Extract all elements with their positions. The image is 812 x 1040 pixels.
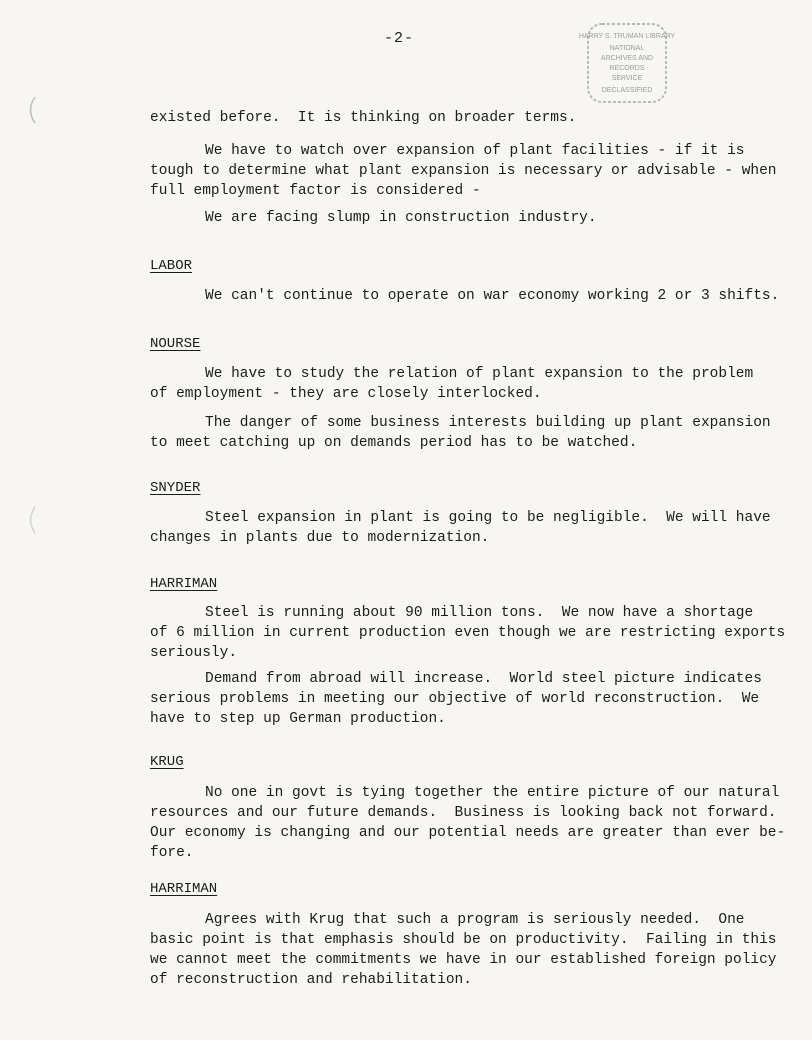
binder-hole-mark xyxy=(24,95,38,125)
paragraph-line: Agrees with Krug that such a program is seriously needed. One xyxy=(205,912,745,928)
paragraph-line: We can't continue to operate on war economy working 2 or 3 shifts. xyxy=(205,288,780,304)
stamp-line: DECLASSIFIED xyxy=(601,87,653,94)
paragraph-line: tough to determine what plant expansion is necessary or advisable - when xyxy=(150,163,777,179)
speaker-heading: HARRIMAN xyxy=(150,881,218,897)
paragraph-line: Steel is running about 90 million tons. We now have a shortage xyxy=(205,605,754,621)
paragraph-line: No one in govt is tying together the entire picture of our natural xyxy=(205,785,780,801)
binder-hole-mark xyxy=(24,505,38,535)
archive-stamp xyxy=(578,20,676,106)
paragraph-line: seriously. xyxy=(150,645,238,661)
paragraph xyxy=(150,286,779,306)
paragraph xyxy=(150,413,771,453)
paragraph-line: basic point is that emphasis should be on productivity. Failing in this xyxy=(150,932,777,948)
paragraph-line: We are facing slump in construction industry. xyxy=(205,210,597,226)
paragraph-line: We have to study the relation of plant expansion to the problem xyxy=(205,366,754,382)
page-number: -2- xyxy=(384,30,415,47)
paragraph-line: Our economy is changing and our potential needs are greater than ever be- xyxy=(150,825,786,841)
paragraph-line: Demand from abroad will increase. World steel picture indicates xyxy=(205,671,762,687)
stamp-line: HARRY S. TRUMAN LIBRARY xyxy=(578,33,676,40)
stamp-line: NATIONAL xyxy=(609,45,645,52)
paragraph-line: of reconstruction and rehabilitation. xyxy=(150,972,472,988)
paragraph-line: existed before. It is thinking on broader terms. xyxy=(150,110,577,126)
paragraph-line: Steel expansion in plant is going to be negligible. We will have xyxy=(205,510,771,526)
paragraph-line: serious problems in meeting our objective of world reconstruction. We xyxy=(150,691,760,707)
stamp-line: SERVICE xyxy=(611,75,643,82)
paragraph-line: we cannot meet the commitments we have in our established foreign policy xyxy=(150,952,777,968)
paragraph-line: The danger of some business interests building up plant expansion xyxy=(205,415,771,431)
paragraph-line: to meet catching up on demands period has to be watched. xyxy=(150,435,638,451)
stamp-line: RECORDS xyxy=(609,65,645,72)
paragraph-line: full employment factor is considered - xyxy=(150,183,481,199)
paragraph xyxy=(150,364,753,404)
paragraph xyxy=(150,208,597,228)
paragraph-line: have to step up German production. xyxy=(150,711,446,727)
paragraph xyxy=(150,603,785,663)
paragraph xyxy=(150,910,777,990)
paragraph-line: changes in plants due to modernization. xyxy=(150,530,490,546)
paragraph xyxy=(150,669,762,729)
speaker-heading: SNYDER xyxy=(150,480,201,496)
paragraph xyxy=(150,141,777,201)
paragraph-line: resources and our future demands. Business is looking back not forward. xyxy=(150,805,777,821)
speaker-heading: NOURSE xyxy=(150,336,201,352)
speaker-heading: KRUG xyxy=(150,754,184,770)
stamp-line: ARCHIVES AND xyxy=(600,55,654,62)
paragraph-line: fore. xyxy=(150,845,194,861)
paragraph xyxy=(150,508,771,548)
paragraph-line: We have to watch over expansion of plant facilities - if it is xyxy=(205,143,745,159)
paragraph-line: of employment - they are closely interlocked. xyxy=(150,386,542,402)
paragraph-line: of 6 million in current production even though we are restricting exports xyxy=(150,625,786,641)
speaker-heading: HARRIMAN xyxy=(150,576,218,592)
paragraph xyxy=(150,783,785,863)
speaker-heading: LABOR xyxy=(150,258,193,274)
